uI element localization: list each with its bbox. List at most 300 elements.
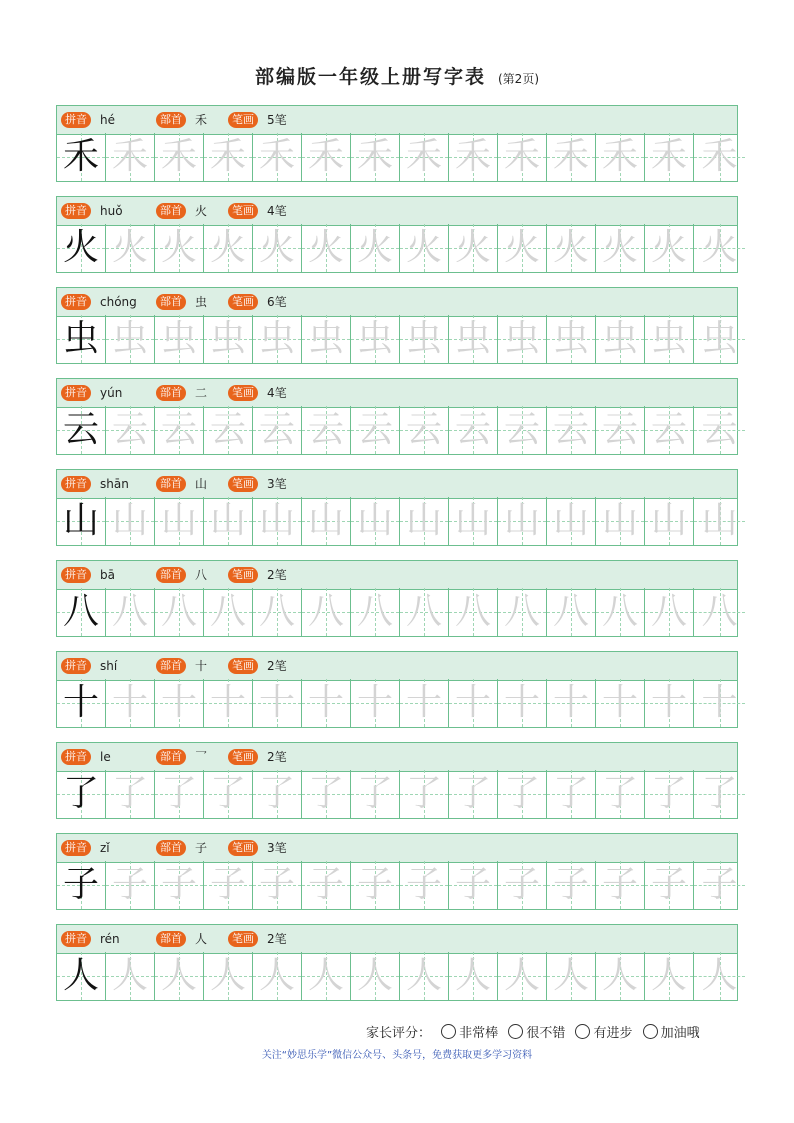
practice-cell[interactable] (400, 133, 449, 181)
trace-character: 人 (356, 955, 393, 996)
practice-cell[interactable] (645, 497, 694, 545)
radical-tag: 部首 (156, 112, 186, 128)
trace-character: 山 (601, 500, 638, 541)
trace-character: 人 (209, 955, 246, 996)
practice-cell[interactable] (596, 588, 645, 636)
pinyin-tag: 拼音 (61, 112, 91, 128)
practice-cell[interactable] (498, 224, 547, 272)
practice-cell[interactable] (596, 133, 645, 181)
practice-cell[interactable] (253, 679, 302, 727)
practice-cell[interactable] (351, 770, 400, 818)
strokes-tag: 笔画 (228, 931, 258, 947)
trace-character: 云 (258, 409, 295, 450)
practice-cell[interactable] (449, 406, 498, 454)
practice-cell[interactable] (351, 679, 400, 727)
trace-character: 山 (258, 500, 295, 541)
practice-cell[interactable] (547, 497, 596, 545)
practice-cell[interactable] (106, 861, 155, 909)
practice-cell[interactable] (498, 406, 547, 454)
trace-character: 了 (552, 773, 589, 814)
trace-character: 禾 (258, 136, 295, 177)
trace-character: 火 (209, 227, 246, 268)
practice-cell[interactable] (155, 406, 204, 454)
practice-cell[interactable] (302, 679, 351, 727)
practice-cell[interactable] (547, 770, 596, 818)
practice-cell[interactable] (302, 224, 351, 272)
practice-cell[interactable] (155, 133, 204, 181)
page-title (0, 62, 794, 89)
rating-option-progress[interactable]: 有进步 (575, 1026, 632, 1041)
trace-character: 虫 (160, 318, 197, 359)
character-info-bar (56, 105, 738, 135)
practice-cell[interactable] (155, 315, 204, 363)
radical-value: 子 (195, 841, 208, 855)
practice-cell[interactable] (204, 861, 253, 909)
trace-character: 虫 (307, 318, 344, 359)
practice-cell[interactable] (498, 315, 547, 363)
practice-cell[interactable] (498, 952, 547, 1000)
practice-cell[interactable] (596, 406, 645, 454)
character-info-bar (56, 469, 738, 499)
practice-cell[interactable] (449, 952, 498, 1000)
radical-tag: 部首 (156, 294, 186, 310)
practice-cell[interactable] (498, 861, 547, 909)
practice-cell[interactable] (106, 952, 155, 1000)
practice-cell[interactable] (645, 133, 694, 181)
practice-cell[interactable] (449, 770, 498, 818)
practice-cell[interactable] (694, 679, 745, 727)
trace-character: 云 (160, 409, 197, 450)
strokes-tag: 笔画 (228, 112, 258, 128)
practice-cell[interactable] (645, 861, 694, 909)
radio-circle-icon[interactable] (508, 1024, 523, 1039)
practice-cell[interactable] (694, 133, 745, 181)
trace-character: 云 (601, 409, 638, 450)
practice-cell[interactable] (694, 406, 745, 454)
strokes-tag: 笔画 (228, 203, 258, 219)
practice-cell[interactable] (204, 588, 253, 636)
trace-character: 山 (701, 500, 738, 541)
radical-tag: 部首 (156, 931, 186, 947)
practice-cell[interactable] (400, 861, 449, 909)
practice-cell[interactable] (253, 133, 302, 181)
pinyin-tag: 拼音 (61, 203, 91, 219)
practice-cell[interactable] (596, 224, 645, 272)
radical-value: 火 (195, 204, 208, 218)
trace-character: 了 (356, 773, 393, 814)
practice-cell[interactable] (645, 679, 694, 727)
trace-character: 虫 (601, 318, 638, 359)
radical-value: 山 (195, 477, 208, 491)
practice-cell[interactable] (596, 952, 645, 1000)
pinyin-value: rén (100, 932, 120, 946)
trace-character: 云 (552, 409, 589, 450)
practice-cell[interactable] (547, 224, 596, 272)
practice-cell[interactable] (449, 315, 498, 363)
trace-character: 子 (552, 864, 589, 905)
model-character: 禾 (62, 136, 99, 177)
trace-character: 子 (307, 864, 344, 905)
character-block (56, 105, 738, 183)
practice-cell[interactable] (449, 679, 498, 727)
practice-cell[interactable] (400, 315, 449, 363)
practice-cell[interactable] (498, 679, 547, 727)
trace-character: 了 (258, 773, 295, 814)
trace-character: 人 (650, 955, 687, 996)
trace-character: 人 (307, 955, 344, 996)
model-character: 子 (62, 864, 99, 905)
trace-character: 子 (405, 864, 442, 905)
practice-cell[interactable] (596, 770, 645, 818)
trace-character: 了 (209, 773, 246, 814)
trace-character: 虫 (454, 318, 491, 359)
practice-cell[interactable] (449, 497, 498, 545)
practice-cell[interactable] (645, 315, 694, 363)
strokes-value: 2笔 (267, 932, 287, 946)
practice-cell[interactable] (694, 588, 745, 636)
practice-cell[interactable] (547, 861, 596, 909)
practice-cell[interactable] (253, 861, 302, 909)
trace-character: 八 (160, 591, 197, 632)
strokes-tag: 笔画 (228, 294, 258, 310)
trace-character: 十 (552, 682, 589, 723)
title-text: 部编版一年级上册写字表 (254, 66, 486, 88)
trace-character: 人 (601, 955, 638, 996)
model-character: 八 (62, 591, 99, 632)
trace-character: 八 (356, 591, 393, 632)
practice-cell[interactable] (400, 952, 449, 1000)
practice-cell[interactable] (302, 770, 351, 818)
character-info-bar (56, 560, 738, 590)
practice-cell[interactable] (547, 588, 596, 636)
model-cell (57, 679, 106, 727)
trace-character: 八 (503, 591, 540, 632)
practice-grid (56, 952, 738, 1001)
trace-character: 十 (111, 682, 148, 723)
practice-cell[interactable] (204, 952, 253, 1000)
trace-character: 禾 (650, 136, 687, 177)
model-character: 十 (62, 682, 99, 723)
practice-cell[interactable] (351, 952, 400, 1000)
practice-cell[interactable] (547, 679, 596, 727)
practice-cell[interactable] (302, 406, 351, 454)
practice-cell[interactable] (645, 952, 694, 1000)
practice-cell[interactable] (253, 224, 302, 272)
radical-value: 乛 (195, 750, 208, 764)
practice-cell[interactable] (400, 497, 449, 545)
radio-circle-icon[interactable] (441, 1024, 456, 1039)
trace-character: 子 (160, 864, 197, 905)
trace-character: 火 (601, 227, 638, 268)
trace-character: 云 (405, 409, 442, 450)
trace-character: 十 (454, 682, 491, 723)
practice-cell[interactable] (498, 497, 547, 545)
model-cell (57, 406, 106, 454)
rating-label: 家长评分： (366, 1026, 432, 1041)
practice-cell[interactable] (596, 497, 645, 545)
radio-circle-icon[interactable] (575, 1024, 590, 1039)
practice-cell[interactable] (302, 952, 351, 1000)
trace-character: 了 (307, 773, 344, 814)
practice-cell[interactable] (106, 133, 155, 181)
trace-character: 山 (503, 500, 540, 541)
trace-character: 虫 (209, 318, 246, 359)
radical-value: 禾 (195, 113, 208, 127)
trace-character: 十 (307, 682, 344, 723)
practice-grid (56, 588, 738, 637)
pinyin-value: chóng (100, 295, 137, 309)
model-cell (57, 133, 106, 181)
pinyin-value: zǐ (100, 841, 110, 855)
trace-character: 虫 (405, 318, 442, 359)
practice-cell[interactable] (547, 133, 596, 181)
model-cell (57, 224, 106, 272)
practice-cell[interactable] (449, 224, 498, 272)
practice-cell[interactable] (155, 952, 204, 1000)
trace-character: 人 (111, 955, 148, 996)
practice-cell[interactable] (204, 315, 253, 363)
trace-character: 八 (552, 591, 589, 632)
strokes-value: 5笔 (267, 113, 287, 127)
practice-cell[interactable] (498, 133, 547, 181)
model-cell (57, 952, 106, 1000)
model-character: 虫 (62, 318, 99, 359)
practice-cell[interactable] (449, 588, 498, 636)
practice-cell[interactable] (694, 315, 745, 363)
character-info-bar (56, 651, 738, 681)
trace-character: 云 (701, 409, 738, 450)
strokes-value: 4笔 (267, 204, 287, 218)
rating-option-excellent[interactable]: 非常棒 (441, 1026, 498, 1041)
practice-cell[interactable] (498, 770, 547, 818)
trace-character: 火 (503, 227, 540, 268)
practice-grid (56, 315, 738, 364)
model-character: 了 (62, 773, 99, 814)
practice-cell[interactable] (547, 406, 596, 454)
trace-character: 人 (160, 955, 197, 996)
trace-character: 禾 (356, 136, 393, 177)
practice-cell[interactable] (694, 224, 745, 272)
strokes-value: 2笔 (267, 659, 287, 673)
trace-character: 子 (601, 864, 638, 905)
trace-character: 山 (650, 500, 687, 541)
trace-character: 八 (258, 591, 295, 632)
trace-character: 八 (701, 591, 738, 632)
trace-character: 禾 (454, 136, 491, 177)
trace-character: 火 (356, 227, 393, 268)
practice-cell[interactable] (351, 224, 400, 272)
practice-cell[interactable] (253, 315, 302, 363)
trace-character: 禾 (405, 136, 442, 177)
practice-cell[interactable] (400, 588, 449, 636)
radical-value: 八 (195, 568, 208, 582)
practice-cell[interactable] (253, 497, 302, 545)
strokes-value: 4笔 (267, 386, 287, 400)
trace-character: 子 (650, 864, 687, 905)
character-block (56, 196, 738, 274)
character-block (56, 833, 738, 911)
practice-cell[interactable] (155, 588, 204, 636)
practice-cell[interactable] (155, 679, 204, 727)
strokes-tag: 笔画 (228, 749, 258, 765)
trace-character: 云 (209, 409, 246, 450)
character-block (56, 378, 738, 456)
practice-cell[interactable] (253, 952, 302, 1000)
practice-cell[interactable] (302, 497, 351, 545)
practice-cell[interactable] (694, 861, 745, 909)
radical-value: 二 (195, 386, 208, 400)
practice-cell[interactable] (596, 679, 645, 727)
practice-cell[interactable] (106, 497, 155, 545)
trace-character: 人 (405, 955, 442, 996)
trace-character: 云 (503, 409, 540, 450)
trace-character: 八 (307, 591, 344, 632)
practice-cell[interactable] (351, 861, 400, 909)
practice-cell[interactable] (106, 224, 155, 272)
practice-cell[interactable] (155, 861, 204, 909)
strokes-value: 3笔 (267, 477, 287, 491)
trace-character: 火 (454, 227, 491, 268)
pinyin-tag: 拼音 (61, 567, 91, 583)
trace-character: 云 (111, 409, 148, 450)
trace-character: 了 (701, 773, 738, 814)
practice-cell[interactable] (204, 406, 253, 454)
practice-cell[interactable] (645, 770, 694, 818)
practice-cell[interactable] (596, 861, 645, 909)
character-info-bar (56, 378, 738, 408)
model-cell (57, 770, 106, 818)
pinyin-tag: 拼音 (61, 476, 91, 492)
practice-cell[interactable] (302, 861, 351, 909)
practice-cell[interactable] (204, 770, 253, 818)
parent-rating (366, 1022, 700, 1041)
pinyin-value: hé (100, 113, 115, 127)
radical-tag: 部首 (156, 749, 186, 765)
practice-cell[interactable] (204, 497, 253, 545)
practice-cell[interactable] (547, 952, 596, 1000)
trace-character: 了 (160, 773, 197, 814)
practice-cell[interactable] (645, 588, 694, 636)
trace-character: 火 (307, 227, 344, 268)
strokes-value: 6笔 (267, 295, 287, 309)
practice-cell[interactable] (351, 315, 400, 363)
practice-cell[interactable] (596, 315, 645, 363)
character-block (56, 560, 738, 638)
practice-cell[interactable] (253, 770, 302, 818)
trace-character: 子 (701, 864, 738, 905)
practice-cell[interactable] (694, 952, 745, 1000)
practice-cell[interactable] (155, 497, 204, 545)
trace-character: 火 (552, 227, 589, 268)
practice-cell[interactable] (449, 133, 498, 181)
practice-cell[interactable] (547, 315, 596, 363)
radical-tag: 部首 (156, 476, 186, 492)
practice-cell[interactable] (351, 497, 400, 545)
trace-character: 了 (111, 773, 148, 814)
rating-option-good[interactable]: 很不错 (508, 1026, 565, 1041)
practice-cell[interactable] (694, 770, 745, 818)
practice-cell[interactable] (106, 406, 155, 454)
pinyin-tag: 拼音 (61, 294, 91, 310)
strokes-tag: 笔画 (228, 567, 258, 583)
radical-value: 虫 (195, 295, 208, 309)
trace-character: 云 (650, 409, 687, 450)
strokes-value: 2笔 (267, 750, 287, 764)
practice-cell[interactable] (106, 588, 155, 636)
practice-cell[interactable] (498, 588, 547, 636)
practice-cell[interactable] (253, 588, 302, 636)
practice-cell[interactable] (694, 497, 745, 545)
trace-character: 了 (503, 773, 540, 814)
practice-cell[interactable] (351, 588, 400, 636)
trace-character: 禾 (552, 136, 589, 177)
trace-character: 了 (454, 773, 491, 814)
practice-cell[interactable] (155, 224, 204, 272)
trace-character: 山 (552, 500, 589, 541)
practice-cell[interactable] (400, 679, 449, 727)
page-number: (第2页) (498, 72, 539, 86)
model-cell (57, 588, 106, 636)
trace-character: 人 (552, 955, 589, 996)
model-character: 山 (62, 500, 99, 541)
trace-character: 火 (405, 227, 442, 268)
trace-character: 火 (160, 227, 197, 268)
practice-cell[interactable] (106, 679, 155, 727)
practice-cell[interactable] (302, 588, 351, 636)
practice-cell[interactable] (204, 679, 253, 727)
practice-cell[interactable] (253, 406, 302, 454)
trace-character: 禾 (307, 136, 344, 177)
practice-cell[interactable] (449, 861, 498, 909)
trace-character: 火 (258, 227, 295, 268)
practice-cell[interactable] (302, 315, 351, 363)
practice-cell[interactable] (204, 133, 253, 181)
practice-cell[interactable] (155, 770, 204, 818)
trace-character: 禾 (701, 136, 738, 177)
trace-character: 子 (258, 864, 295, 905)
practice-cell[interactable] (302, 133, 351, 181)
strokes-value: 2笔 (267, 568, 287, 582)
trace-character: 子 (503, 864, 540, 905)
trace-character: 火 (111, 227, 148, 268)
trace-character: 人 (454, 955, 491, 996)
strokes-tag: 笔画 (228, 658, 258, 674)
model-character: 人 (62, 955, 99, 996)
practice-cell[interactable] (400, 770, 449, 818)
practice-cell[interactable] (400, 224, 449, 272)
practice-cell[interactable] (106, 315, 155, 363)
strokes-value: 3笔 (267, 841, 287, 855)
rating-option-keep-going[interactable]: 加油哦 (643, 1026, 700, 1041)
character-info-bar (56, 742, 738, 772)
trace-character: 山 (405, 500, 442, 541)
character-info-bar (56, 196, 738, 226)
practice-grid (56, 497, 738, 546)
trace-character: 山 (209, 500, 246, 541)
practice-cell[interactable] (106, 770, 155, 818)
practice-cell[interactable] (204, 224, 253, 272)
trace-character: 山 (111, 500, 148, 541)
practice-cell[interactable] (351, 133, 400, 181)
practice-cell[interactable] (645, 224, 694, 272)
practice-cell[interactable] (400, 406, 449, 454)
practice-cell[interactable] (351, 406, 400, 454)
trace-character: 八 (111, 591, 148, 632)
practice-cell[interactable] (645, 406, 694, 454)
trace-character: 火 (701, 227, 738, 268)
radio-circle-icon[interactable] (643, 1024, 658, 1039)
trace-character: 虫 (701, 318, 738, 359)
